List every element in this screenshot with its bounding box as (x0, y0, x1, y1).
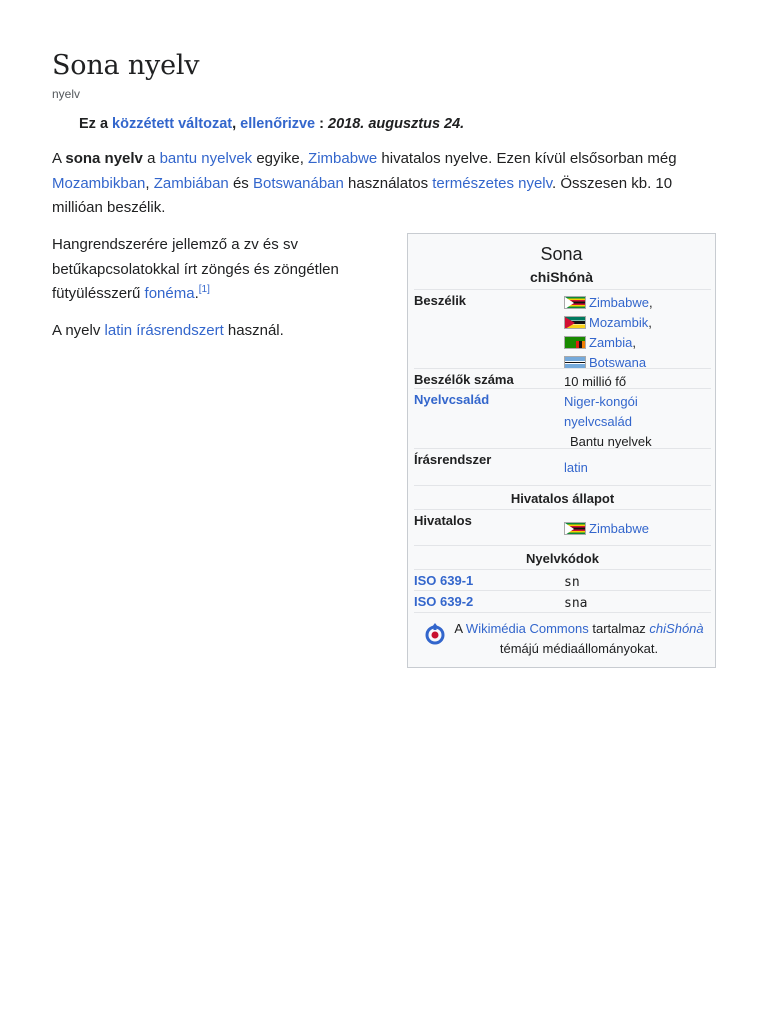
intro-paragraph (52, 147, 707, 221)
family-label-link[interactable]: Nyelvcsalád (414, 392, 490, 407)
speakers-label: Beszélők száma (414, 372, 514, 387)
official-label: Hivatalos (414, 513, 472, 528)
page-subtitle: nyelv (52, 87, 81, 101)
revision-date: 2018. augusztus 24. (328, 116, 465, 132)
wikimedia-commons-icon (422, 621, 448, 647)
script-row (414, 448, 711, 489)
country-link-zimbabwe[interactable]: Zimbabwe (589, 295, 649, 310)
reference-link[interactable]: [1] (198, 284, 210, 295)
intro-text: , (145, 174, 154, 192)
iso2-label-link[interactable]: ISO 639-2 (414, 594, 474, 609)
spoken-in-label: Beszélik (414, 293, 467, 308)
zimbabwe-link[interactable]: Zimbabwe (308, 150, 378, 167)
zambia-link[interactable]: Zambiában (153, 174, 229, 192)
mozambique-link[interactable]: Mozambikban (52, 174, 146, 192)
country-link-botswana[interactable]: Botswana (589, 355, 647, 370)
revision-notice (79, 116, 464, 132)
script-label: Írásrendszer (414, 452, 492, 467)
iso1-row (414, 569, 711, 590)
intro-text: . Összesen kb. 10 millióan beszélik. (52, 174, 673, 216)
script-text: használ. (223, 322, 284, 339)
page-title: Sona nyelv (52, 50, 200, 81)
phonology-text: . (194, 285, 199, 302)
official-status-header: Hivatalos állapot (414, 485, 711, 513)
mozambique-flag-icon (564, 316, 586, 329)
zimbabwe-flag-icon (564, 522, 586, 535)
intro-text: hivatalos nyelve. Ezen kívül elsősorban még (377, 150, 677, 167)
commons-text (454, 619, 704, 659)
notice-comma: , (232, 116, 241, 132)
language-codes-header: Nyelvkódok (414, 545, 711, 573)
commons-notice (414, 612, 711, 663)
zimbabwe-flag-icon (564, 296, 586, 309)
official-country-link[interactable]: Zimbabwe (589, 521, 649, 536)
phonology-paragraph (52, 233, 382, 307)
notice-colon: : (315, 116, 329, 132)
intro-text: a (142, 150, 160, 167)
speakers-row (414, 368, 711, 389)
published-version-link[interactable]: közzétett változat (112, 116, 233, 132)
latin-script-link[interactable]: latin írásrendszert (104, 322, 224, 339)
speakers-value: 10 millió fő (564, 374, 627, 389)
script-text: A nyelv (52, 322, 105, 339)
phonology-text: Hangrendszerére jellemző a zv és sv betűkapcsolatokkal írt zöngés és zöngétlen fütyülésszerű (52, 236, 339, 302)
notice-prefix: Ez a (79, 116, 113, 132)
family-row (414, 388, 711, 455)
intro-text: A (52, 150, 66, 167)
country-link-zambia[interactable]: Zambia (589, 335, 633, 350)
iso1-value: sn (564, 575, 580, 590)
infobox-title: Sona (540, 244, 583, 264)
intro-text: és (228, 174, 253, 192)
commons-text-part: témájú médiaállományokat. (499, 641, 659, 656)
language-infobox (407, 233, 716, 668)
intro-bold-term: sona nyelv (65, 150, 143, 167)
commons-topic-link[interactable]: chiShónà (649, 621, 704, 636)
natural-language-link[interactable]: természetes nyelv (432, 174, 553, 192)
iso2-value: sna (564, 596, 588, 611)
bantu-languages-link[interactable]: bantu nyelvek (159, 150, 253, 167)
infobox-native-name: chiShónà (529, 269, 593, 285)
country-link-mozambique[interactable]: Mozambik (589, 315, 649, 330)
family-link[interactable]: Niger-kongói nyelvcsalád (564, 394, 638, 429)
iso2-row (414, 590, 711, 611)
checked-link[interactable]: ellenőrizve (240, 116, 316, 132)
iso1-label-link[interactable]: ISO 639-1 (414, 573, 474, 588)
official-row (414, 509, 711, 546)
script-value-link[interactable]: latin (564, 460, 588, 475)
commons-text-part: tartalmaz (588, 621, 650, 636)
botswana-link[interactable]: Botswanában (252, 174, 344, 192)
wikimedia-commons-link[interactable]: Wikimédia Commons (465, 621, 589, 636)
spoken-in-row (414, 289, 711, 374)
family-value (564, 392, 704, 452)
script-paragraph (52, 319, 382, 344)
zambia-flag-icon (564, 336, 586, 349)
family-sub: Bantu nyelvek (570, 434, 652, 449)
intro-text: egyike, (252, 150, 309, 167)
spoken-in-value: Zimbabwe, Mozambik, Zambia, Botswana (564, 293, 653, 373)
phoneme-link[interactable]: fonéma (144, 285, 195, 302)
commons-text-part: A (454, 621, 466, 636)
official-value (564, 519, 649, 539)
intro-text: használatos (343, 174, 433, 192)
